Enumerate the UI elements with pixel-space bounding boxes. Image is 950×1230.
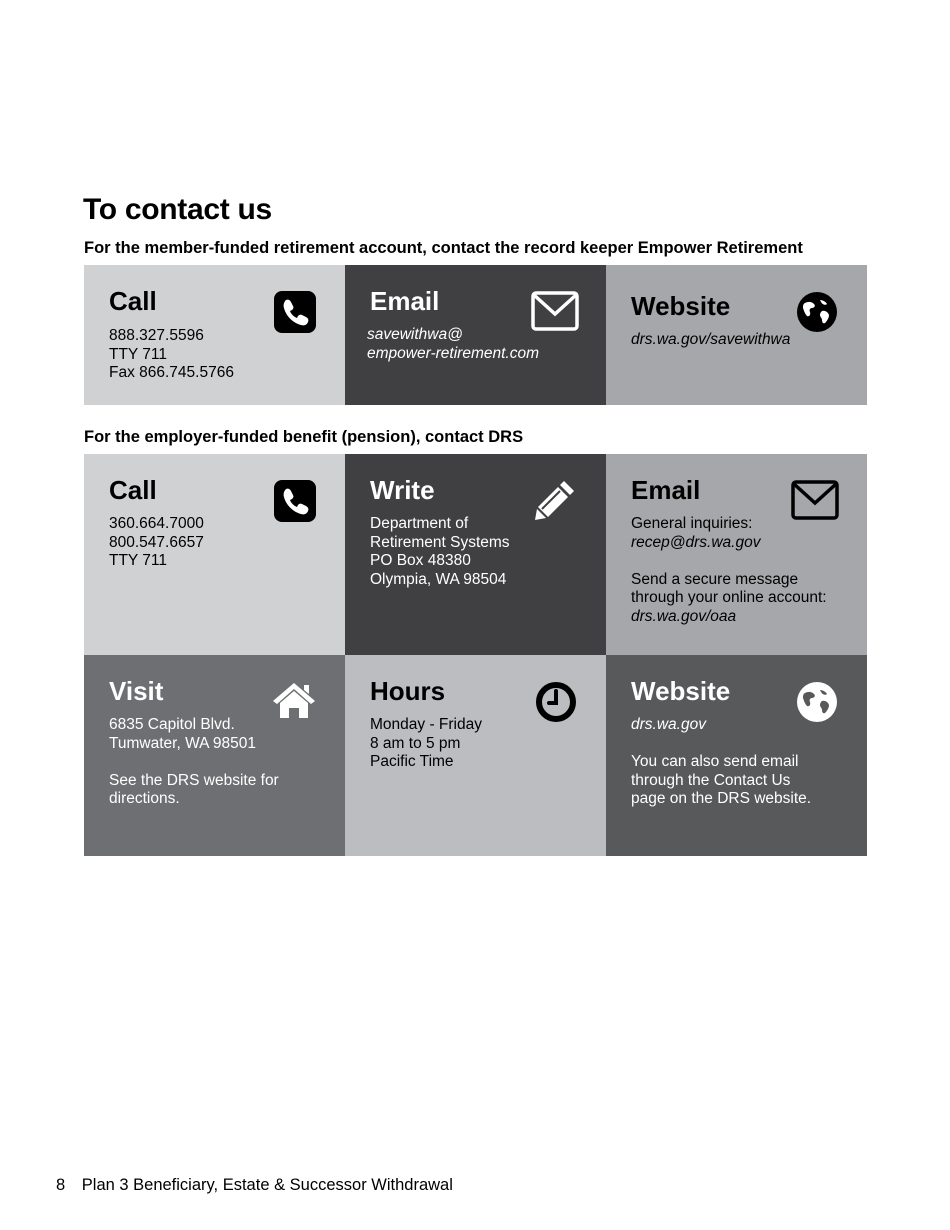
hours-days: Monday - Friday bbox=[370, 716, 482, 733]
card-empower-call bbox=[84, 265, 345, 405]
hours-times: 8 am to 5 pm bbox=[370, 734, 461, 752]
envelope-icon bbox=[531, 291, 579, 331]
clock-icon bbox=[535, 681, 577, 723]
card-drs-website bbox=[606, 655, 867, 856]
secure-message-text: through your online account: bbox=[631, 589, 827, 607]
card-title: Hours bbox=[370, 676, 446, 706]
card-title: Call bbox=[109, 286, 157, 316]
card-body bbox=[367, 326, 586, 363]
drs-contact-grid bbox=[84, 454, 867, 856]
online-account-url[interactable]: drs.wa.gov/oaa bbox=[631, 607, 737, 625]
document-title: Plan 3 Beneficiary, Estate & Successor Withdrawal bbox=[81, 1176, 453, 1194]
address-line: Retirement Systems bbox=[370, 533, 510, 551]
pencil-icon bbox=[535, 478, 577, 520]
card-title: Write bbox=[370, 475, 435, 505]
address-line: PO Box 48380 bbox=[370, 552, 471, 570]
card-body bbox=[631, 515, 847, 627]
card-title: Email bbox=[631, 475, 701, 505]
card-body bbox=[109, 716, 325, 809]
address-line: Olympia, WA 98504 bbox=[370, 570, 507, 588]
card-title: Email bbox=[370, 286, 440, 316]
card-body bbox=[370, 716, 586, 772]
house-icon bbox=[271, 681, 317, 719]
phone-number-tollfree: 800.547.6657 bbox=[109, 533, 204, 551]
section-heading-empower: For the member-funded retirement account, contact the record keeper Empower Retirement bbox=[84, 239, 803, 257]
city-address: Tumwater, WA 98501 bbox=[109, 734, 257, 752]
tty-number: TTY 711 bbox=[109, 345, 168, 363]
tty-number: TTY 711 bbox=[109, 552, 168, 570]
email-address-line-1[interactable]: savewithwa@ bbox=[367, 326, 463, 343]
phone-icon bbox=[274, 480, 316, 522]
card-drs-visit bbox=[84, 655, 345, 856]
directions-note: See the DRS website for bbox=[109, 771, 279, 789]
card-drs-hours bbox=[345, 655, 606, 856]
phone-number: 360.664.7000 bbox=[109, 515, 204, 532]
section-heading-drs: For the employer-funded benefit (pension), contact DRS bbox=[84, 428, 524, 446]
phone-number: 888.327.5596 bbox=[109, 327, 204, 344]
card-drs-call bbox=[84, 454, 345, 655]
secure-message-text: Send a secure message bbox=[631, 570, 799, 588]
address-line: Department of bbox=[370, 515, 469, 532]
email-label: General inquiries: bbox=[631, 515, 753, 532]
website-note: through the Contact Us bbox=[631, 771, 791, 789]
card-title: Website bbox=[631, 291, 731, 321]
card-body bbox=[370, 515, 586, 589]
street-address: 6835 Capitol Blvd. bbox=[109, 716, 235, 733]
card-title: Website bbox=[631, 676, 731, 706]
page-title: To contact us bbox=[83, 193, 272, 226]
phone-icon bbox=[274, 291, 316, 333]
fax-number: Fax 866.745.5766 bbox=[109, 364, 234, 382]
hours-timezone: Pacific Time bbox=[370, 753, 454, 771]
website-note: You can also send email bbox=[631, 753, 799, 771]
directions-note: directions. bbox=[109, 790, 180, 808]
email-address-line-2[interactable]: empower-retirement.com bbox=[367, 344, 539, 362]
card-empower-website bbox=[606, 265, 867, 405]
website-url[interactable]: drs.wa.gov/savewithwa bbox=[631, 331, 791, 348]
website-url[interactable]: drs.wa.gov bbox=[631, 716, 706, 733]
website-note: page on the DRS website. bbox=[631, 790, 812, 808]
empower-contact-grid bbox=[84, 265, 867, 405]
card-title: Visit bbox=[109, 676, 164, 706]
page-footer bbox=[56, 1176, 453, 1195]
page-number: 8 bbox=[56, 1176, 66, 1194]
card-body bbox=[109, 327, 325, 383]
card-drs-email bbox=[606, 454, 867, 655]
card-title: Call bbox=[109, 475, 157, 505]
card-drs-write bbox=[345, 454, 606, 655]
card-body bbox=[631, 331, 847, 350]
globe-icon bbox=[796, 291, 838, 333]
globe-icon bbox=[796, 681, 838, 723]
card-empower-email bbox=[345, 265, 606, 405]
card-body bbox=[109, 515, 325, 571]
email-address[interactable]: recep@drs.wa.gov bbox=[631, 533, 761, 551]
envelope-icon bbox=[791, 480, 839, 520]
card-body bbox=[631, 716, 847, 809]
